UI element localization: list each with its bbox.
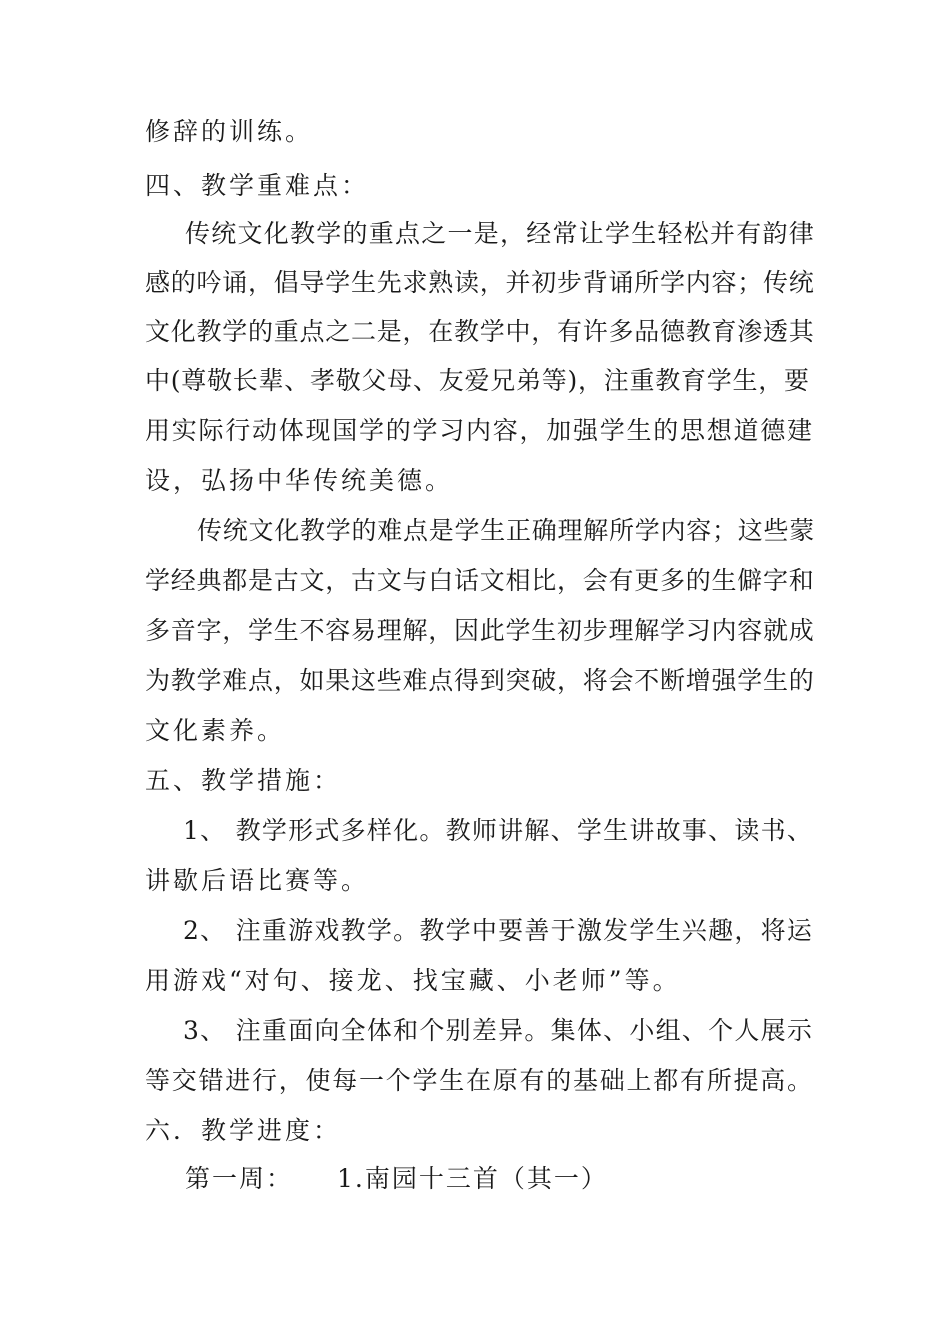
text-line: 中(尊敬长辈、孝敬父母、友爱兄弟等)，注重教育学生，要	[145, 366, 810, 395]
text-line: 用实际行动体现国学的学习内容，加强学生的思想道德建	[145, 416, 814, 445]
text-line: 文化素养。	[145, 716, 286, 745]
schedule-week-label: 第一周：	[185, 1164, 294, 1193]
text-line: 传统文化教学的重点之一是，经常让学生轻松并有韵律	[185, 219, 816, 248]
text-line: 文化教学的重点之二是，在教学中，有许多品德教育渗透其	[145, 317, 815, 346]
section-heading: 六．教学进度：	[145, 1116, 342, 1145]
text-line: 等交错进行，使每一个学生在原有的基础上都有所提高。	[145, 1066, 814, 1095]
text-line: 感的吟诵，倡导学生先求熟读，并初步背诵所学内容；传统	[145, 268, 815, 297]
list-item: 2、 注重游戏教学。教学中要善于激发学生兴趣，将运	[183, 916, 814, 945]
text-line: 学经典都是古文，古文与白话文相比，会有更多的生僻字和	[145, 566, 815, 595]
text-line: 用游戏“对句、接龙、找宝藏、小老师”等。	[145, 966, 681, 995]
text-line: 设，弘扬中华传统美德。	[145, 466, 454, 495]
text-line: 传统文化教学的难点是学生正确理解所学内容；这些蒙	[197, 516, 816, 545]
section-heading: 五、教学措施：	[145, 766, 342, 795]
text-line: 修辞的训练。	[145, 117, 314, 146]
text-line: 多音字，学生不容易理解，因此学生初步理解学习内容就成	[145, 616, 815, 645]
section-heading: 四、教学重难点：	[145, 171, 370, 200]
text-line: 讲歇后语比赛等。	[145, 866, 370, 895]
list-item: 3、 注重面向全体和个别差异。集体、小组、个人展示	[183, 1016, 814, 1045]
schedule-item: 1.南园十三首（其一）	[337, 1164, 608, 1193]
text-line: 为教学难点，如果这些难点得到突破，将会不断增强学生的	[145, 666, 815, 695]
list-item: 1、 教学形式多样化。教师讲解、学生讲故事、读书、	[183, 816, 814, 845]
